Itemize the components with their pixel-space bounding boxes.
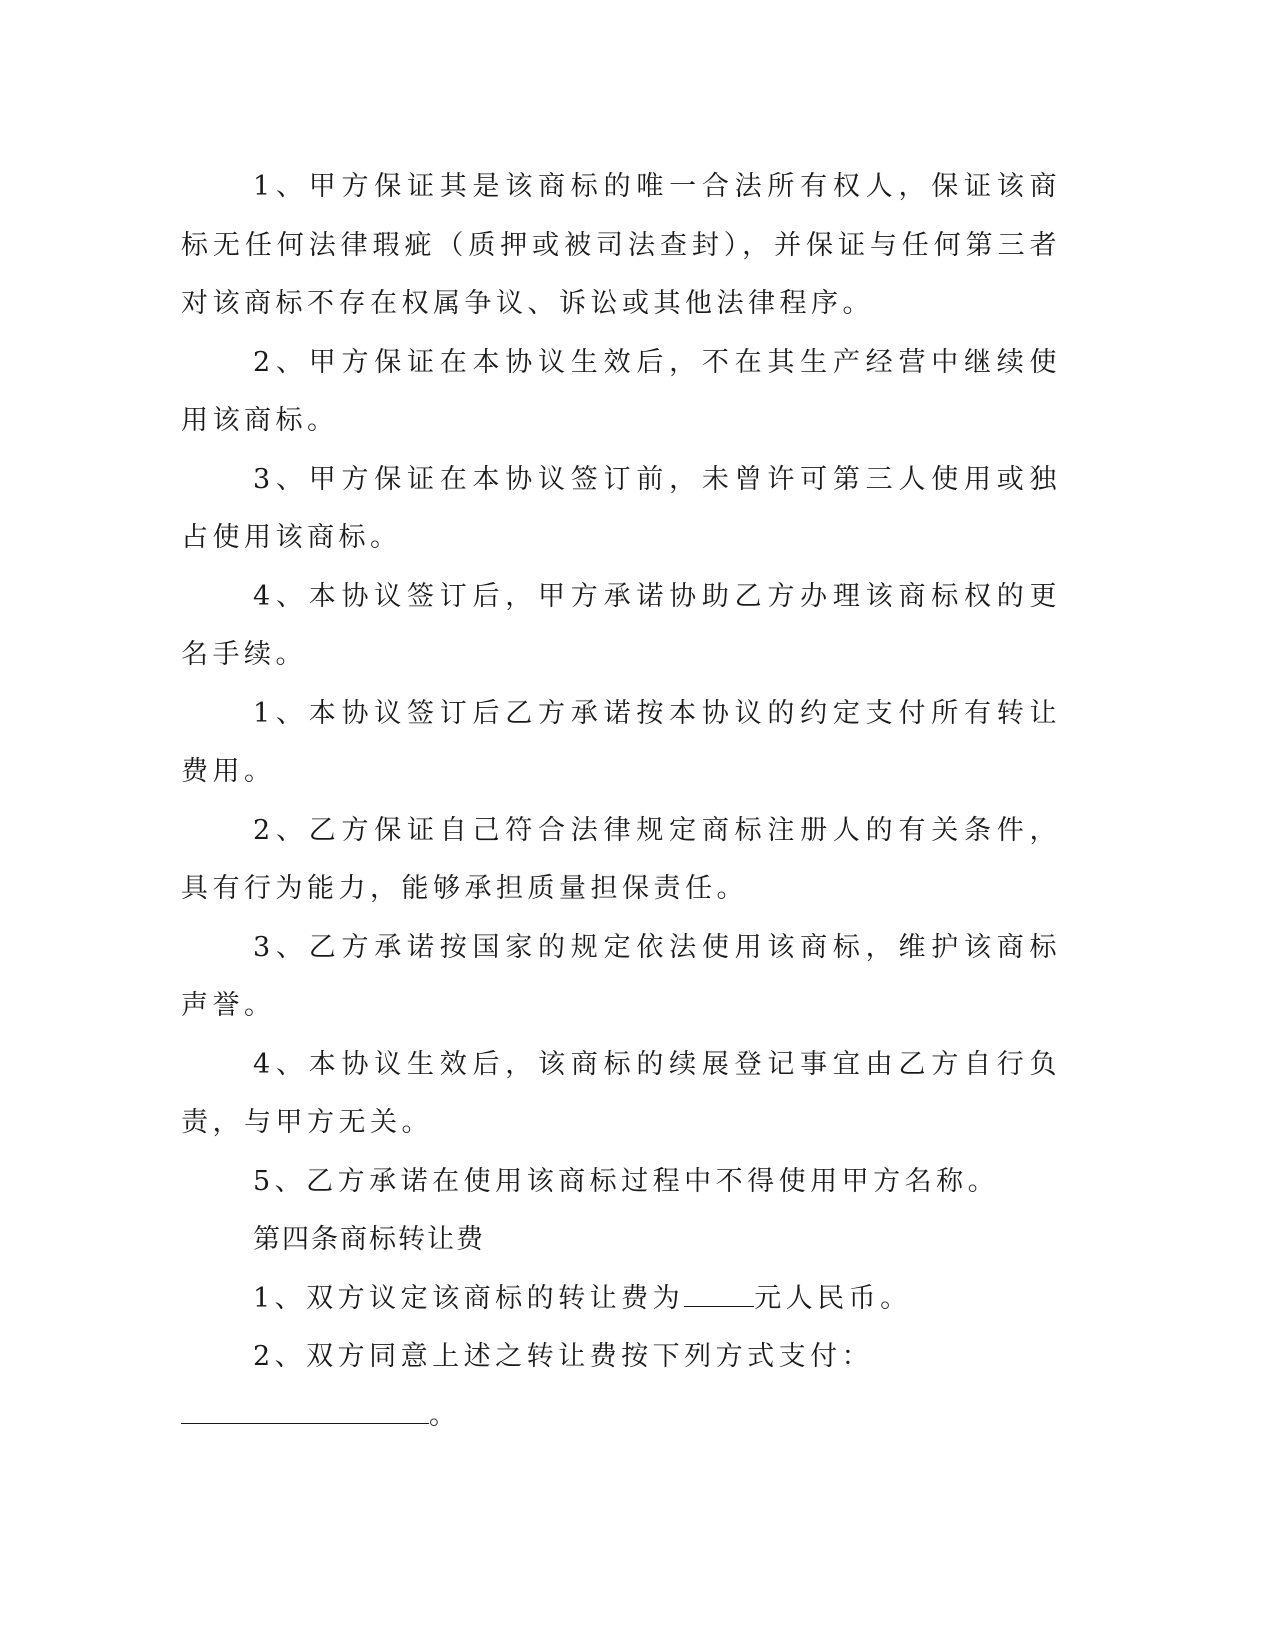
obligation-clause-2: 2、乙方保证自己符合法律规定商标注册人的有关条件，具有行为能力，能够承担质量担保责任。 [181,814,1061,904]
guarantee-clause-3: 3、甲方保证在本协议签订前，未曾许可第三人使用或独占使用该商标。 [181,463,1061,553]
guarantee-clause-2: 2、甲方保证在本协议生效后，不在其生产经营中继续使用该商标。 [181,346,1061,436]
fee-clause [181,1270,1061,1329]
payment-clause: 2、双方同意上述之转让费按下列方式支付： [253,1341,874,1372]
guarantee-clause-4: 4、本协议签订后，甲方承诺协助乙方办理该商标权的更名手续。 [181,580,1061,670]
guarantee-clause-1: 1、甲方保证其是该商标的唯一合法所有权人，保证该商标无任何法律瑕疵（质押或被司法查封），并保证与任何第三者对该商标不存在权属争议、诉讼或其他法律程序。 [181,171,1061,319]
fee-clause-prefix: 1、双方议定该商标的转让费为 [253,1282,685,1314]
fee-clause-suffix: 元人民币。 [754,1282,912,1314]
fee-amount-blank [684,1282,754,1307]
payment-method-line [181,1387,1061,1446]
payment-method-blank [181,1399,429,1424]
payment-line-end: 。 [429,1399,461,1431]
document-page [181,158,1061,1445]
section-heading: 第四条商标转让费 [253,1224,485,1255]
obligation-clause-3: 3、乙方承诺按国家的规定依法使用该商标，维护该商标声誉。 [181,931,1061,1021]
obligation-clause-1: 1、本协议签订后乙方承诺按本协议的约定支付所有转让费用。 [181,697,1061,787]
obligation-clause-4: 4、本协议生效后，该商标的续展登记事宜由乙方自行负责，与甲方无关。 [181,1048,1061,1138]
obligation-clause-5: 5、乙方承诺在使用该商标过程中不得使用甲方名称。 [253,1165,1000,1197]
